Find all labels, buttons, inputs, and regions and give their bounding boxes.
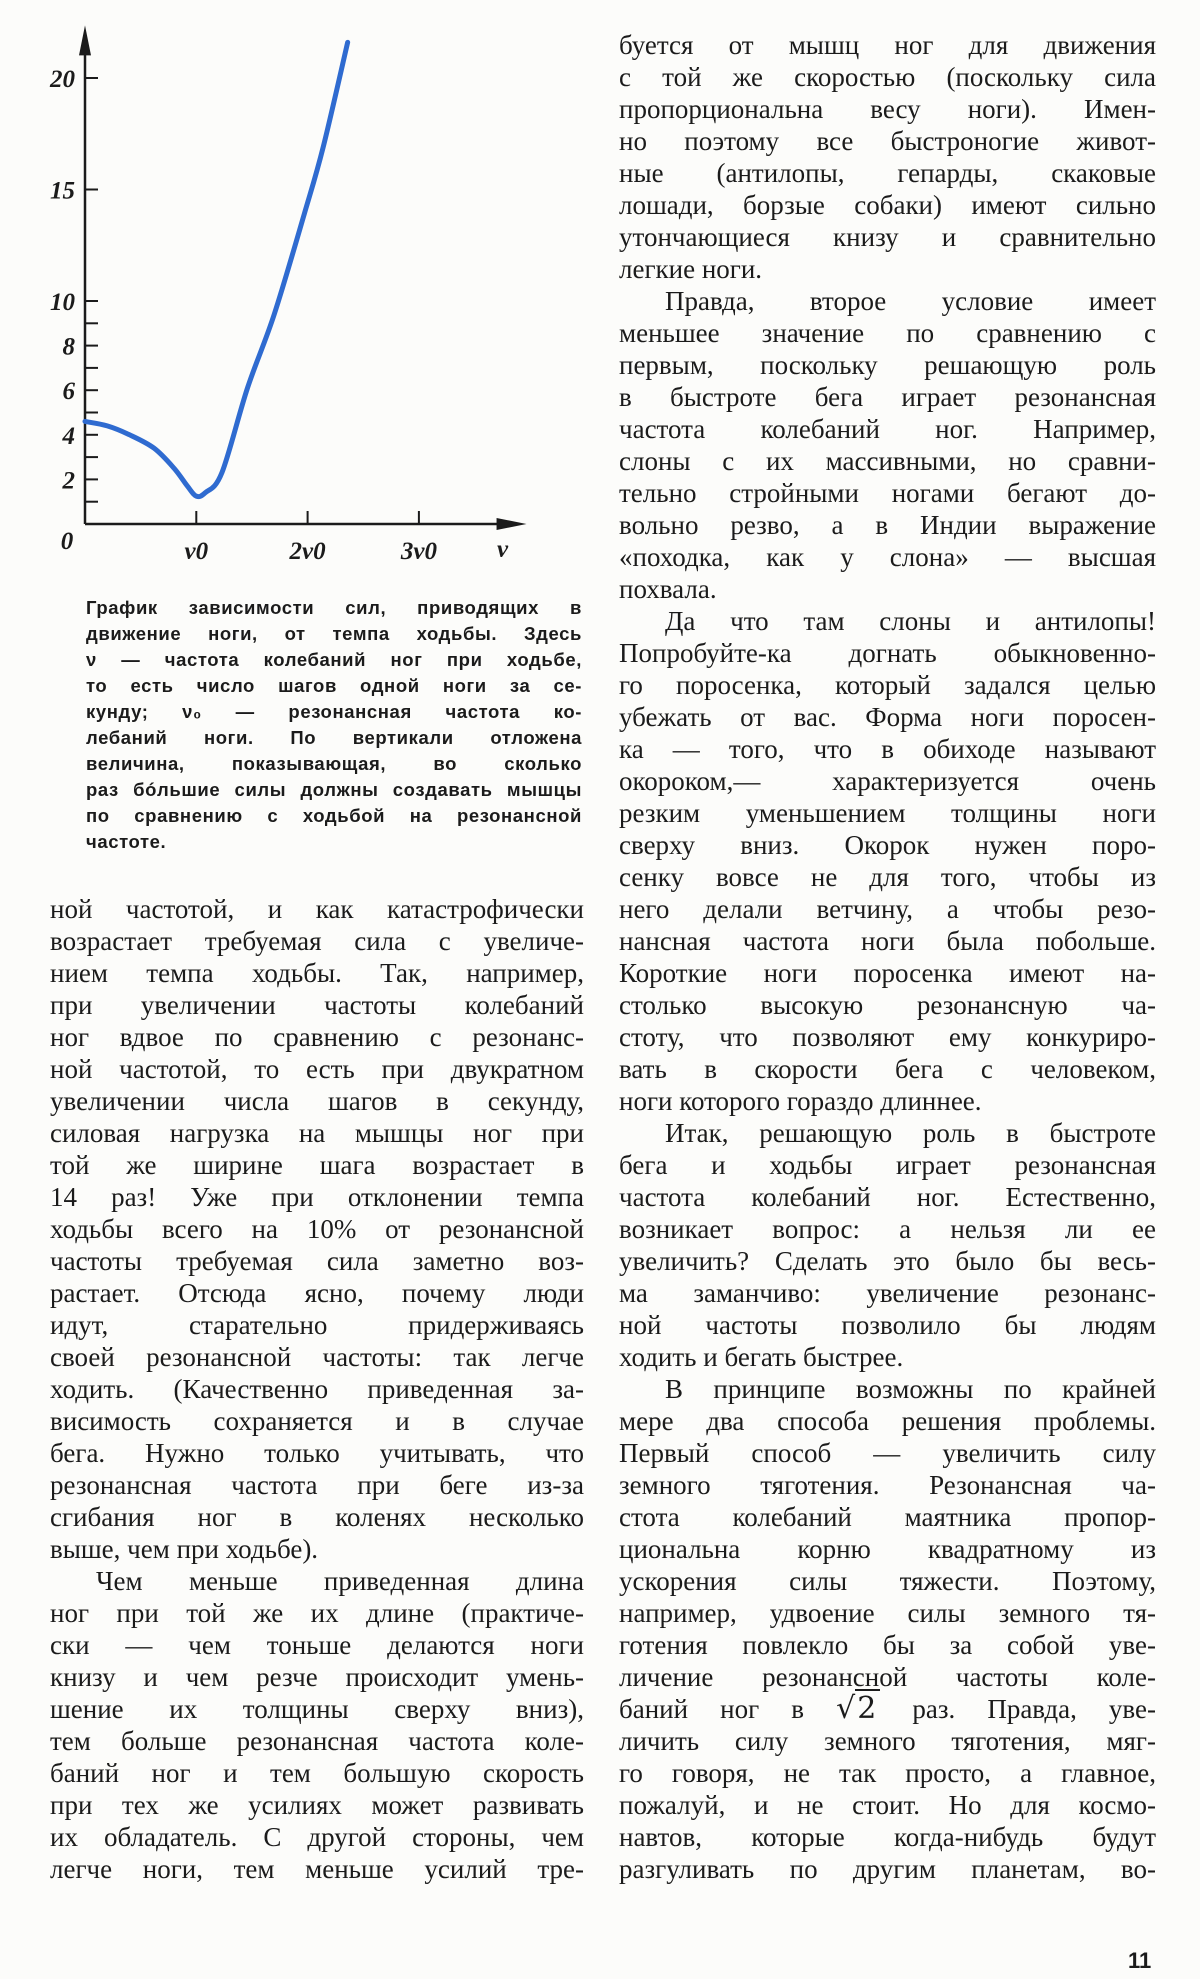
text-line: ной частотой, и как катастрофически [50,894,584,924]
y-tick-label: 2 [62,467,75,495]
text-line: ног при той же их длине (практиче- [50,1598,584,1628]
text-line: бега и ходьбы играет резонансная [619,1150,1156,1180]
text-line: бега. Нужно только учитывать, что [50,1438,584,1468]
text-line: разгуливать по другим планетам, во- [619,1854,1156,1884]
text-line: похвала. [619,574,717,604]
text-line: баний ног в √2 раз. Правда, уве- [619,1691,1156,1726]
y-tick-label: 4 [62,422,75,450]
text-line: Попробуйте-ка догнать обыкновенно- [619,638,1156,668]
text-line: частота колебаний ног. Например, [619,414,1156,444]
text-line: ходить. (Качественно приведенная за- [50,1374,584,1404]
text-line: резким уменьшением толщины ноги [619,798,1156,828]
caption-line: лебаний ноги. По вертикали отложена [86,727,582,748]
caption-line: движение ноги, от темпа ходьбы. Здесь [86,623,582,644]
text-line: растает. Отсюда ясно, почему люди [50,1278,584,1308]
y-tick-label: 15 [50,177,75,205]
caption-line: График зависимости сил, приводящих в [86,597,582,618]
text-line: мере два способа решения проблемы. [619,1406,1156,1436]
text-line: Короткие ноги поросенка имеют на- [619,958,1156,988]
text-line: ка — того, что в обиходе называют [619,734,1156,764]
text-line: ные (антилопы, гепарды, скаковые [619,158,1156,188]
text-line: но поэтому все быстроногие живот- [619,126,1156,156]
text-line: возникает вопрос: а нельзя ли ее [619,1214,1156,1244]
text-line: идут, старательно придерживаясь [50,1310,584,1340]
text-line: в быстроте бега играет резонансная [619,382,1156,412]
text-line: силовая нагрузка на мышцы ног при [50,1118,584,1148]
text-line: при тех же усилиях может развивать [50,1790,584,1820]
text-line: слоны с их массивными, но сравни- [619,446,1156,476]
text-line: личение резонансной частоты коле- [619,1662,1156,1692]
text-line: циональна корню квадратному из [619,1534,1156,1564]
text-line: ма заманчиво: увеличение резонанс- [619,1278,1156,1308]
text-line: частота колебаний ног. Естественно, [619,1182,1156,1212]
text-line: висимость сохраняется и в случае [50,1406,584,1436]
text-line: при увеличении частоты колебаний [50,990,584,1020]
text-line: окороком,— характеризуется очень [619,766,1156,796]
text-line: легкие ноги. [619,254,763,284]
text-line: вольно резво, а в Индии выражение [619,510,1156,540]
caption-line: ν — частота колебаний ног при ходьбе, [86,649,582,670]
text-line: резонансная частота при беге из-за [50,1470,584,1500]
text-line: книзу и чем резче происходит умень- [50,1662,584,1692]
text-line: навтов, которые когда-нибудь будут [619,1822,1156,1852]
text-line: «походка, как у слона» — высшая [619,542,1156,572]
text-line: ноги которого гораздо длиннее. [619,1086,982,1116]
text-line: выше, чем при ходьбе). [50,1534,319,1564]
text-line: легче ноги, тем меньше усилий тре- [50,1854,584,1884]
caption-line: кунду; ν₀ — резонансная частота ко- [86,701,582,722]
text-line: тельно стройными ногами бегают до- [619,478,1156,508]
text-line: пропорциональна весу ноги). Имен- [619,94,1156,124]
text-line: буется от мышц ног для движения [619,30,1156,60]
text-line: например, удвоение силы земного тя- [619,1598,1156,1628]
text-line: го поросенка, который задался целью [619,670,1156,700]
text-line: первым, поскольку решающую роль [619,350,1156,380]
text-line: пожалуй, и не стоит. Но для космо- [619,1790,1156,1820]
text-line: убежать от вас. Форма ноги поросен- [619,702,1156,732]
text-line: шение их толщины сверху вниз), [50,1694,584,1724]
text-line: сверху вниз. Окорок нужен поро- [619,830,1156,860]
caption-line: то есть число шагов одной ноги за се- [86,675,582,696]
text-line: тем больше резонансная частота коле- [50,1726,584,1756]
x-axis-arrow-icon [497,518,527,530]
y-tick-label: 6 [62,378,75,406]
x-tick-label: ν0 [184,538,209,565]
text-line: Первый способ — увеличить силу [619,1438,1156,1468]
text-line: своей резонансной частоты: так легче [50,1342,584,1372]
text-line: ускорения силы тяжести. Поэтому, [619,1566,1156,1596]
text-line: личить силу земного тяготения, мяг- [619,1726,1156,1756]
text-line: готения повлекло бы за собой уве- [619,1630,1156,1660]
text-line: ходьбы всего на 10% от резонансной [50,1214,584,1244]
caption-line: раз бóльшие силы должны создавать мышцы [86,779,582,800]
text-line: ной частоты позволило бы людям [619,1310,1156,1340]
figure-caption [86,595,582,855]
x-tick-label: 2ν0 [289,538,326,565]
text-line: с той же скоростью (поскольку сила [619,62,1156,92]
origin-label: 0 [60,528,74,555]
text-line: увеличить? Сделать это было бы весь- [619,1246,1156,1276]
text-line: вать в скорости бега с человеком, [619,1054,1156,1084]
text-line: сенку вовсе не для того, чтобы из [619,862,1156,892]
series-line-force [85,42,348,496]
caption-line: частоте. [86,831,167,852]
y-axis-arrow-icon [79,25,91,55]
x-tick-label: 3ν0 [400,538,437,565]
text-line: ног вдвое по сравнению с резонанс- [50,1022,584,1052]
text-line: стота колебаний маятника пропор- [619,1502,1156,1532]
sqrt-two: √2 [836,1689,880,1726]
text-line: лошади, борзые собаки) имеют сильно [619,190,1156,220]
text-line: стоту, что позволяют ему конкуриро- [619,1022,1156,1052]
text-line: Чем меньше приведенная длина [96,1566,584,1596]
text-line: Да что там слоны и антилопы! [665,606,1156,636]
text-line: сгибания ног в коленях несколько [50,1502,584,1532]
text-line: него делали ветчину, а чтобы резо- [619,894,1156,924]
text-line: Правда, второе условие имеет [665,286,1156,316]
text-line: утончающиеся книзу и сравнительно [619,222,1156,252]
text-line: меньшее значение по сравнению с [619,318,1156,348]
text-line: земного тяготения. Резонансная ча- [619,1470,1156,1500]
right-text-column [619,29,1156,1885]
text-line: той же ширине шага возрастает в [50,1150,584,1180]
text-line: баний ног и тем большую скорость [50,1758,584,1788]
text-line: увеличении числа шагов в секунду, [50,1086,584,1116]
left-text-column [50,893,584,1885]
y-tick-label: 20 [50,66,75,93]
text-line: нием темпа ходьбы. Так, например, [50,958,584,988]
y-tick-label: 8 [62,333,75,361]
text-line: Итак, решающую роль в быстроте [665,1118,1156,1148]
text-line: столько высокую резонансную ча- [619,990,1156,1020]
text-line: ски — чем тоньше делаются ноги [50,1630,584,1660]
x-axis-label: ν [496,536,509,563]
text-line: частоты требуемая сила заметно воз- [50,1246,584,1276]
force-vs-frequency-chart [0,0,600,580]
text-line: го говоря, не так просто, а главное, [619,1758,1156,1788]
text-line: возрастает требуемая сила с увеличе- [50,926,584,956]
text-line: 14 раз! Уже при отклонении темпа [50,1182,584,1212]
y-tick-label: 10 [50,289,75,316]
text-line: ходить и бегать быстрее. [619,1342,904,1372]
caption-line: величина, показывающая, во сколько [86,753,582,774]
text-line: их обладатель. С другой стороны, чем [50,1822,584,1852]
text-line: нансная частота ноги была побольше. [619,926,1156,956]
caption-line: по сравнению с ходьбой на резонансной [86,805,582,826]
page-number: 11 [1128,1948,1152,1973]
sqrt-argument: 2 [855,1689,880,1726]
text-line: В принципе возможны по крайней [665,1374,1156,1404]
text-line: ной частотой, то есть при двукратном [50,1054,584,1084]
